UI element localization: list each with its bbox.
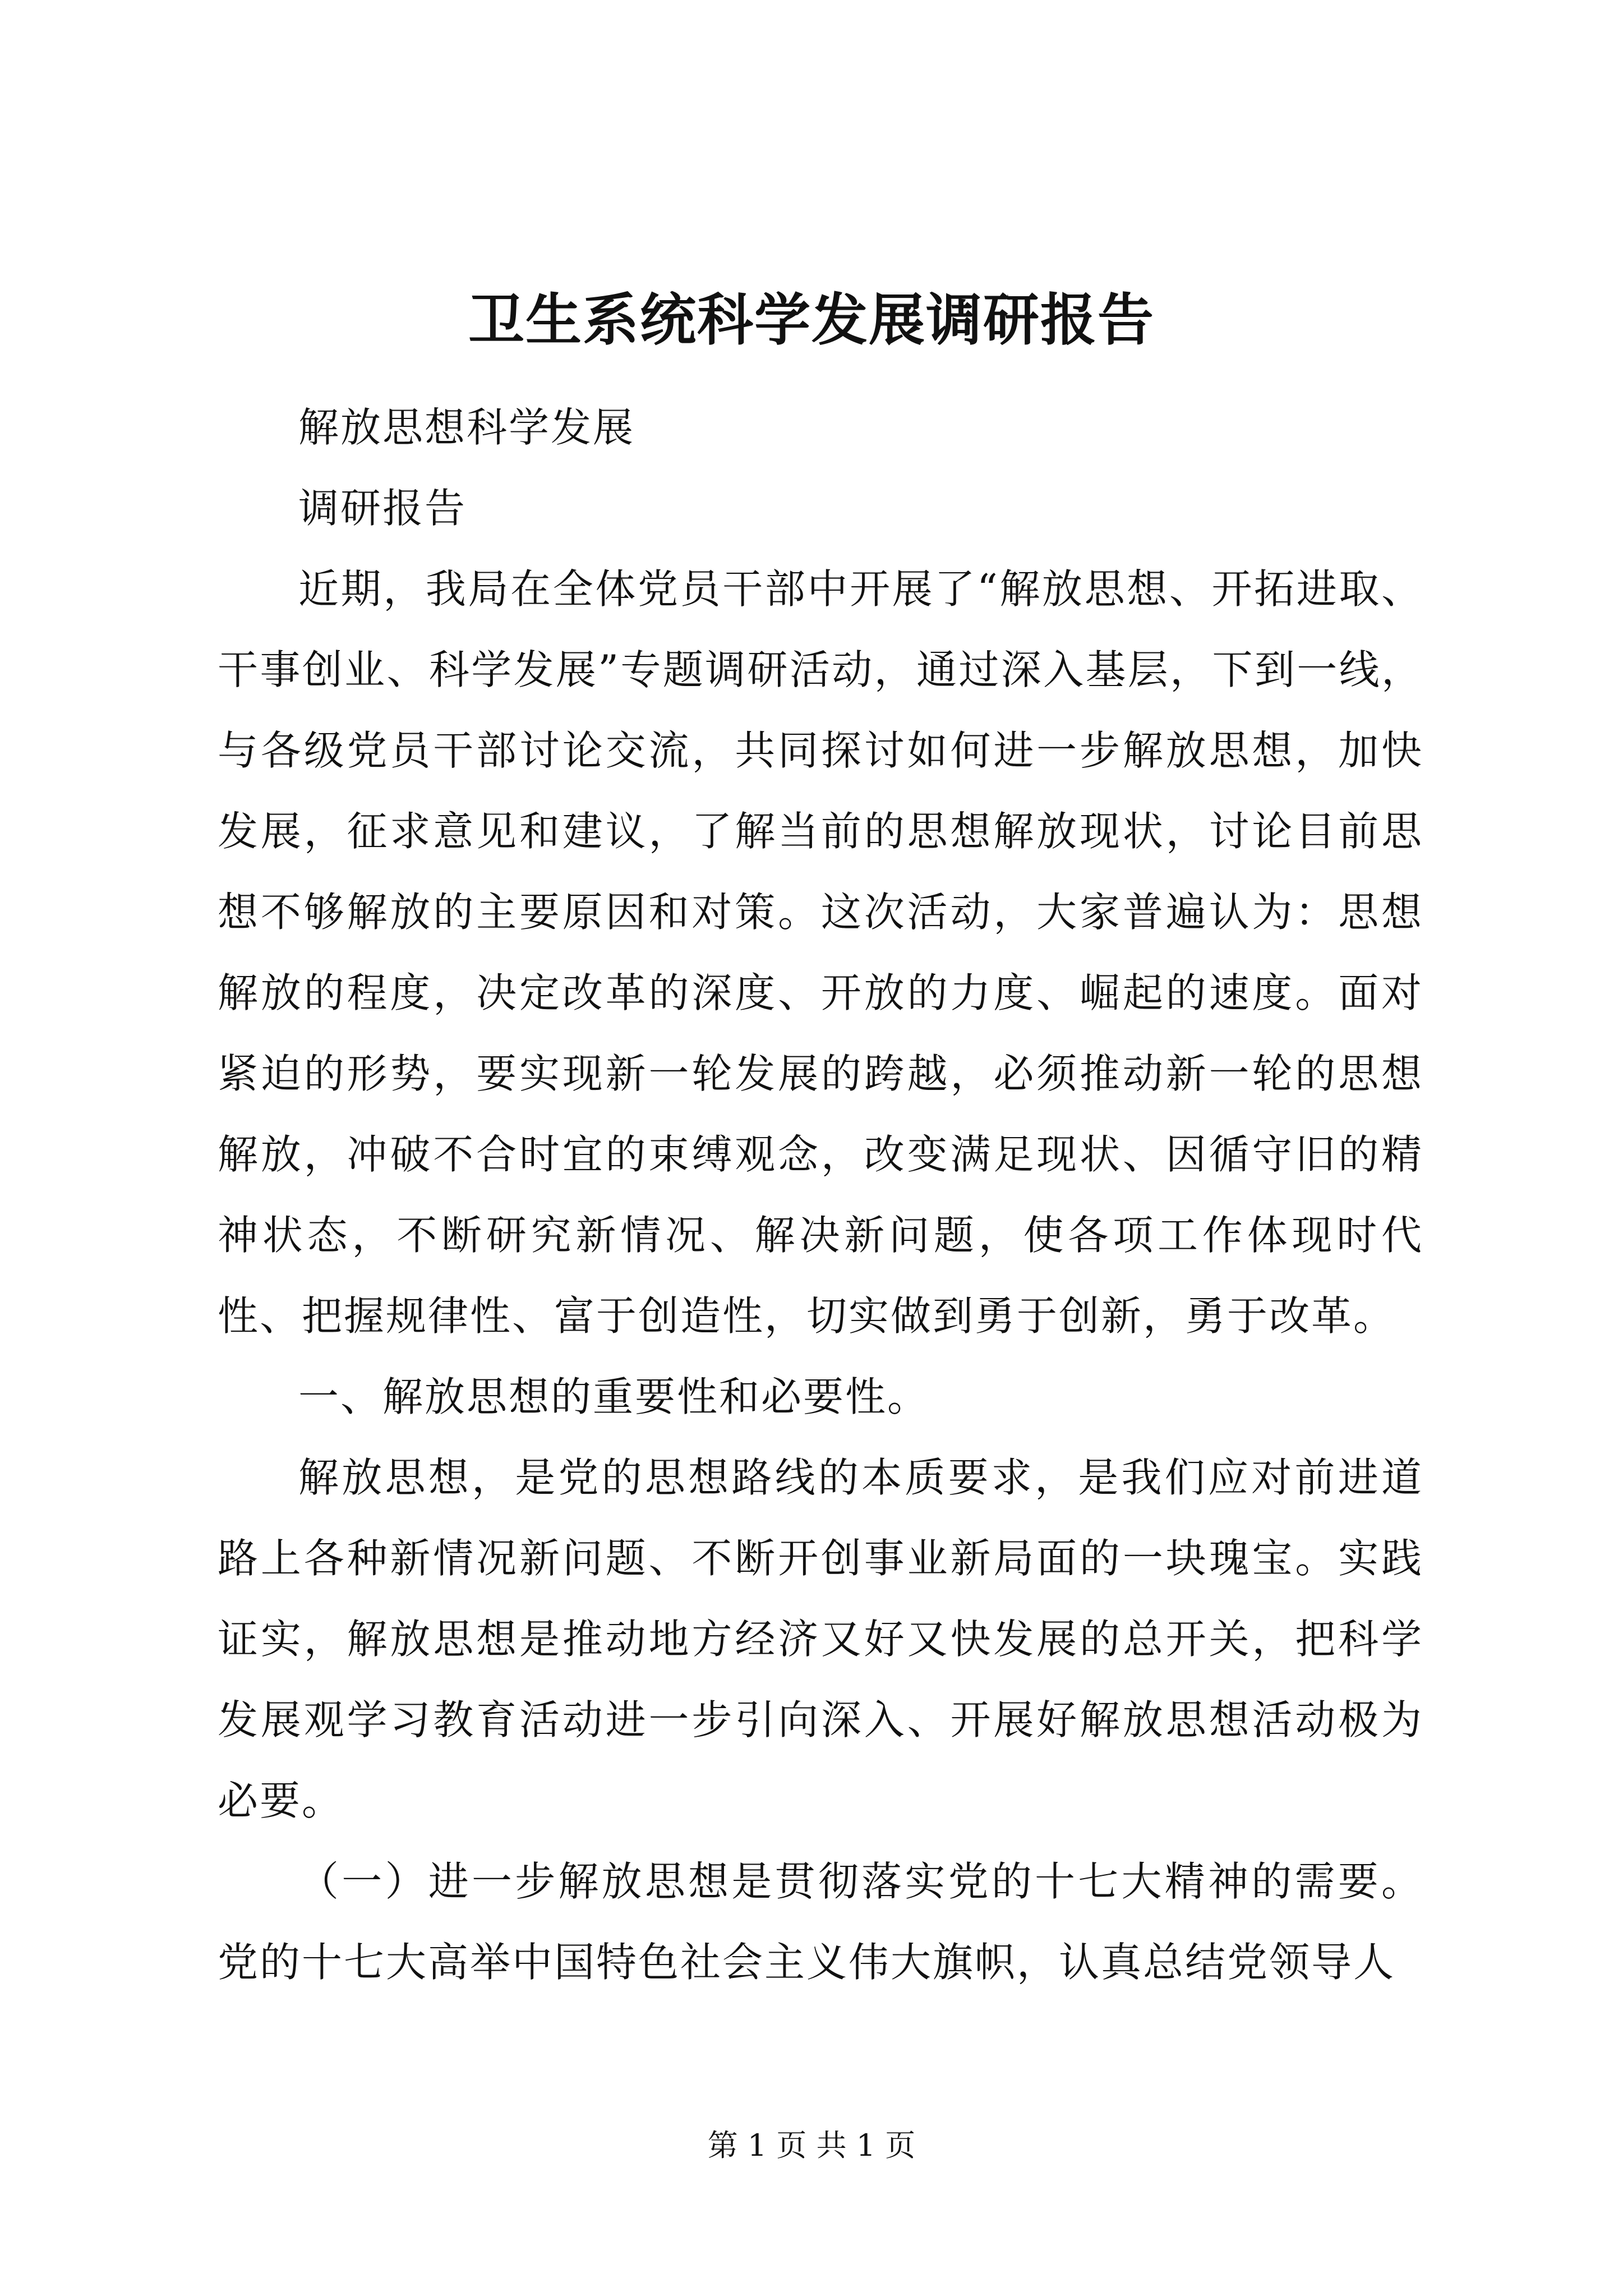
subsection-1-paragraph: （一）进一步解放思想是贯彻落实党的十七大精神的需要。党的十七大高举中国特色社会主义伟大旗帜，认真总结党领导人 — [218, 1858, 1423, 1986]
document-body — [218, 387, 1423, 2003]
subtitle-line-2: 调研报告 — [298, 485, 467, 532]
section-heading-1: 一、解放思想的重要性和必要性。 — [298, 1373, 930, 1420]
intro-paragraph: 近期，我局在全体党员干部中开展了“解放思想、开拓进取、干事创业、科学发展”专题调研活动，通过深入基层，下到一线，与各级党员干部讨论交流，共同探讨如何进一步解放思想，加快发展，征求意见和建议，了解当前的思想解放现状，讨论目前思想不够解放的主要原因和对策。这次活动，大家普遍认为：思想解放的程度，决定改革的深度、开放的力度、崛起的速度。面对紧迫的形势，要实现新一轮发展的跨越，必须推动新一轮的思想解放，冲破不合时宜的束缚观念，改变满足现状、因循守旧的精神状态，不断研究新情况、解决新问题，使各项工作体现时代性、把握规律性、富于创造性，切实做到勇于创新，勇于改革。 — [218, 565, 1423, 1340]
section-1-paragraph: 解放思想，是党的思想路线的本质要求，是我们应对前进道路上各种新情况新问题、不断开创事业新局面的一块瑰宝。实践证实，解放思想是推动地方经济又好又快发展的总开关，把科学发展观学习教育活动进一步引向深入、开展好解放思想活动极为必要。 — [218, 1454, 1423, 1824]
document-title: 卫生系统科学发展调研报告 — [468, 287, 1155, 353]
page-footer: 第 1 页 共 1 页 — [707, 2128, 916, 2163]
subtitle-line-1: 解放思想科学发展 — [298, 404, 635, 451]
